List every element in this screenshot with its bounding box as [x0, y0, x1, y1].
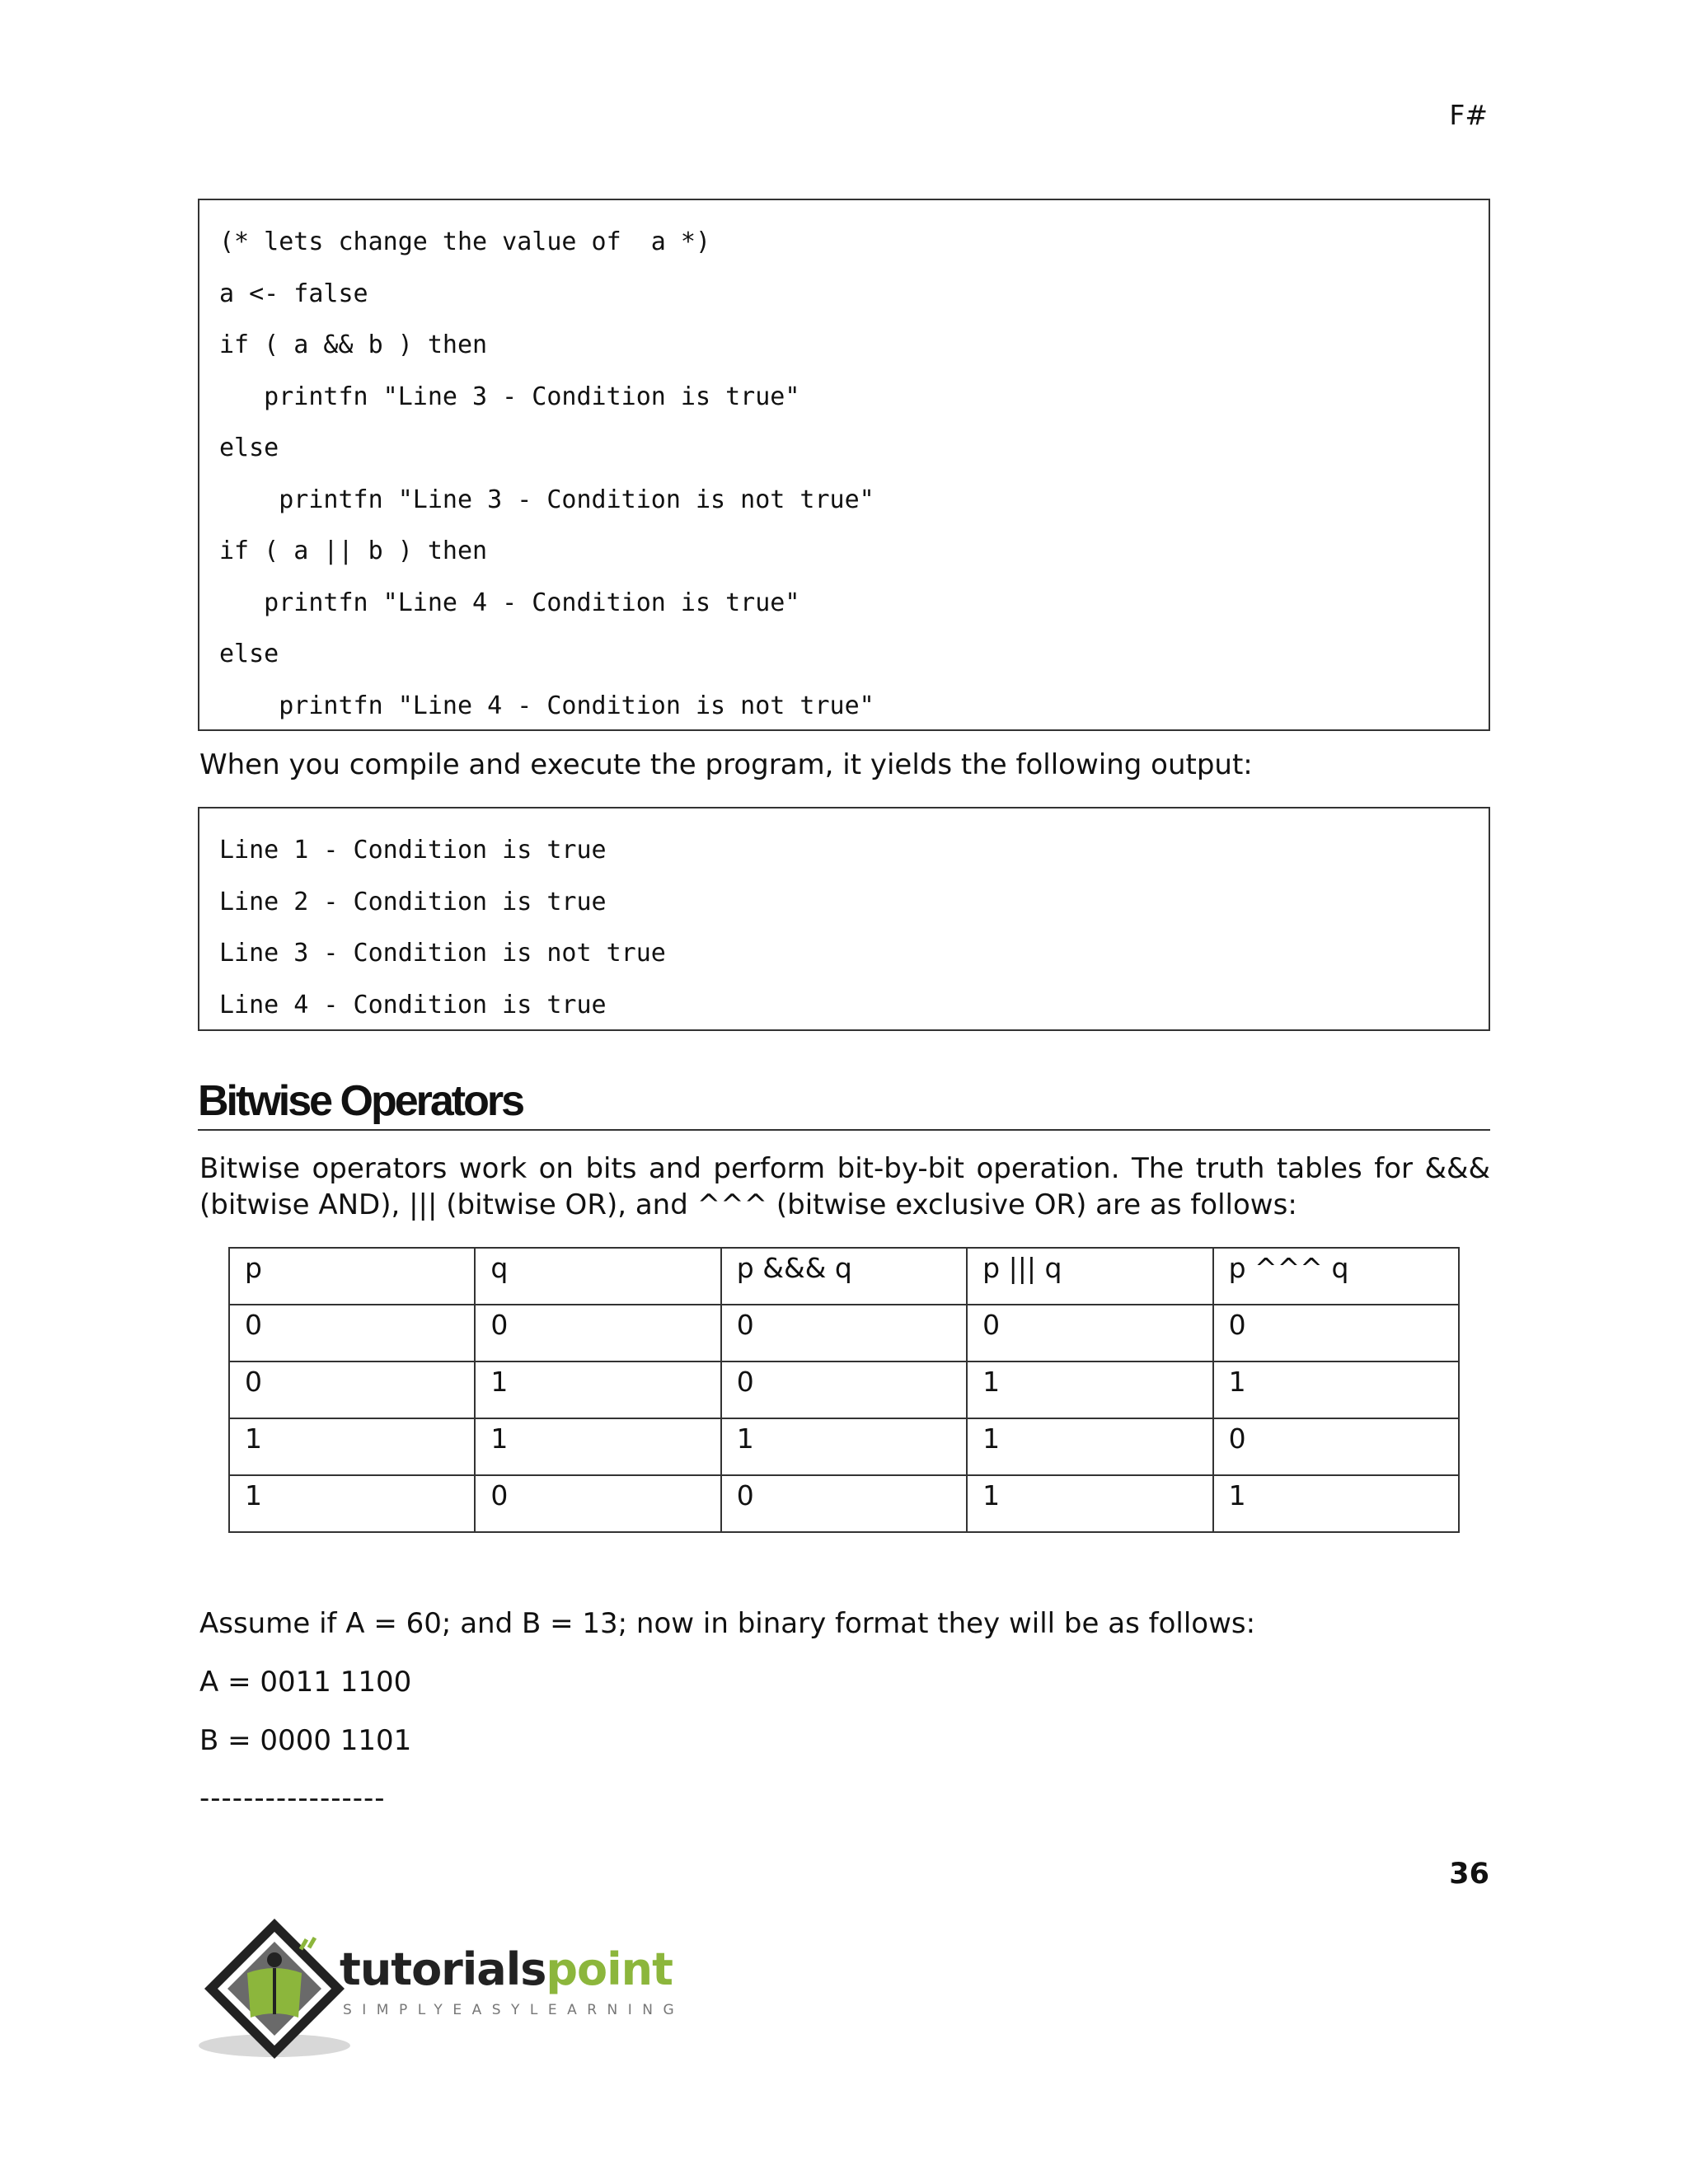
separator-line: -----------------	[199, 1782, 386, 1815]
page-number: 36	[1449, 1858, 1489, 1891]
table-cell: 0	[721, 1361, 967, 1418]
table-cell: 0	[1213, 1418, 1459, 1475]
table-cell: 1	[967, 1475, 1212, 1532]
section-paragraph: Bitwise operators work on bits and perform bit-by-bit operation. The truth tables for &&& (bitwise AND), ||| (bitwise OR), and ^^^ (bitwise exclusive OR) are as follows:	[199, 1152, 1490, 1221]
code-line: else	[219, 640, 279, 668]
code-block	[198, 199, 1490, 731]
table-cell: 0	[475, 1475, 720, 1532]
code-line: a <- false	[219, 279, 368, 308]
assume-text: Assume if A = 60; and B = 13; now in binary format they will be as follows:	[199, 1607, 1256, 1640]
table-cell: 1	[721, 1418, 967, 1475]
table-cell: 0	[967, 1305, 1212, 1361]
logo-tagline: SIMPLYEASYLEARNING	[343, 2002, 685, 2018]
logo-text-dark: tutorials	[340, 1943, 546, 1995]
table-cell: 1	[229, 1475, 475, 1532]
table-cell: 1	[229, 1418, 475, 1475]
binary-b-line: B = 0000 1101	[199, 1724, 412, 1757]
table-cell: 1	[1213, 1361, 1459, 1418]
code-line: printfn "Line 4 - Condition is true"	[219, 588, 800, 617]
table-row	[229, 1305, 1459, 1361]
output-line: Line 2 - Condition is true	[219, 887, 607, 916]
intro-text: When you compile and execute the program, it yields the following output:	[199, 748, 1253, 781]
table-cell: 0	[229, 1305, 475, 1361]
table-cell: 1	[967, 1418, 1212, 1475]
output-block	[198, 807, 1490, 1031]
binary-a-line: A = 0011 1100	[199, 1666, 412, 1699]
table-cell: 0	[721, 1305, 967, 1361]
table-cell: 0	[1213, 1305, 1459, 1361]
table-row	[229, 1361, 1459, 1418]
table-cell: 0	[721, 1475, 967, 1532]
output-line: Line 4 - Condition is true	[219, 990, 607, 1019]
table-cell: 1	[475, 1361, 720, 1418]
table-header-cell: p ^^^ q	[1213, 1248, 1459, 1305]
code-line: printfn "Line 3 - Condition is true"	[219, 382, 800, 411]
table-header-cell: q	[475, 1248, 720, 1305]
logo-text-green: point	[546, 1943, 673, 1995]
code-line: (* lets change the value of a *)	[219, 227, 711, 256]
section-heading: Bitwise Operators	[198, 1076, 1490, 1131]
code-line: if ( a || b ) then	[219, 537, 488, 565]
table-header-cell: p	[229, 1248, 475, 1305]
table-cell: 0	[475, 1305, 720, 1361]
table-row	[229, 1418, 1459, 1475]
code-line: if ( a && b ) then	[219, 330, 488, 359]
table-cell: 1	[475, 1418, 720, 1475]
table-cell: 1	[967, 1361, 1212, 1418]
output-line: Line 1 - Condition is true	[219, 836, 607, 865]
table-row	[229, 1475, 1459, 1532]
table-cell: 1	[1213, 1475, 1459, 1532]
code-line: else	[219, 434, 279, 462]
svg-text:tutorialspoint	[340, 1943, 673, 1995]
tutorialspoint-logo	[196, 1914, 707, 2062]
code-line: printfn "Line 3 - Condition is not true"	[219, 485, 874, 514]
table-header-cell: p &&& q	[721, 1248, 967, 1305]
running-header: F#	[1449, 99, 1488, 131]
code-line: printfn "Line 4 - Condition is not true"	[219, 691, 874, 720]
output-line: Line 3 - Condition is not true	[219, 939, 666, 968]
table-cell: 0	[229, 1361, 475, 1418]
table-header-row	[229, 1248, 1459, 1305]
table-header-cell: p ||| q	[967, 1248, 1212, 1305]
truth-table	[228, 1247, 1460, 1533]
